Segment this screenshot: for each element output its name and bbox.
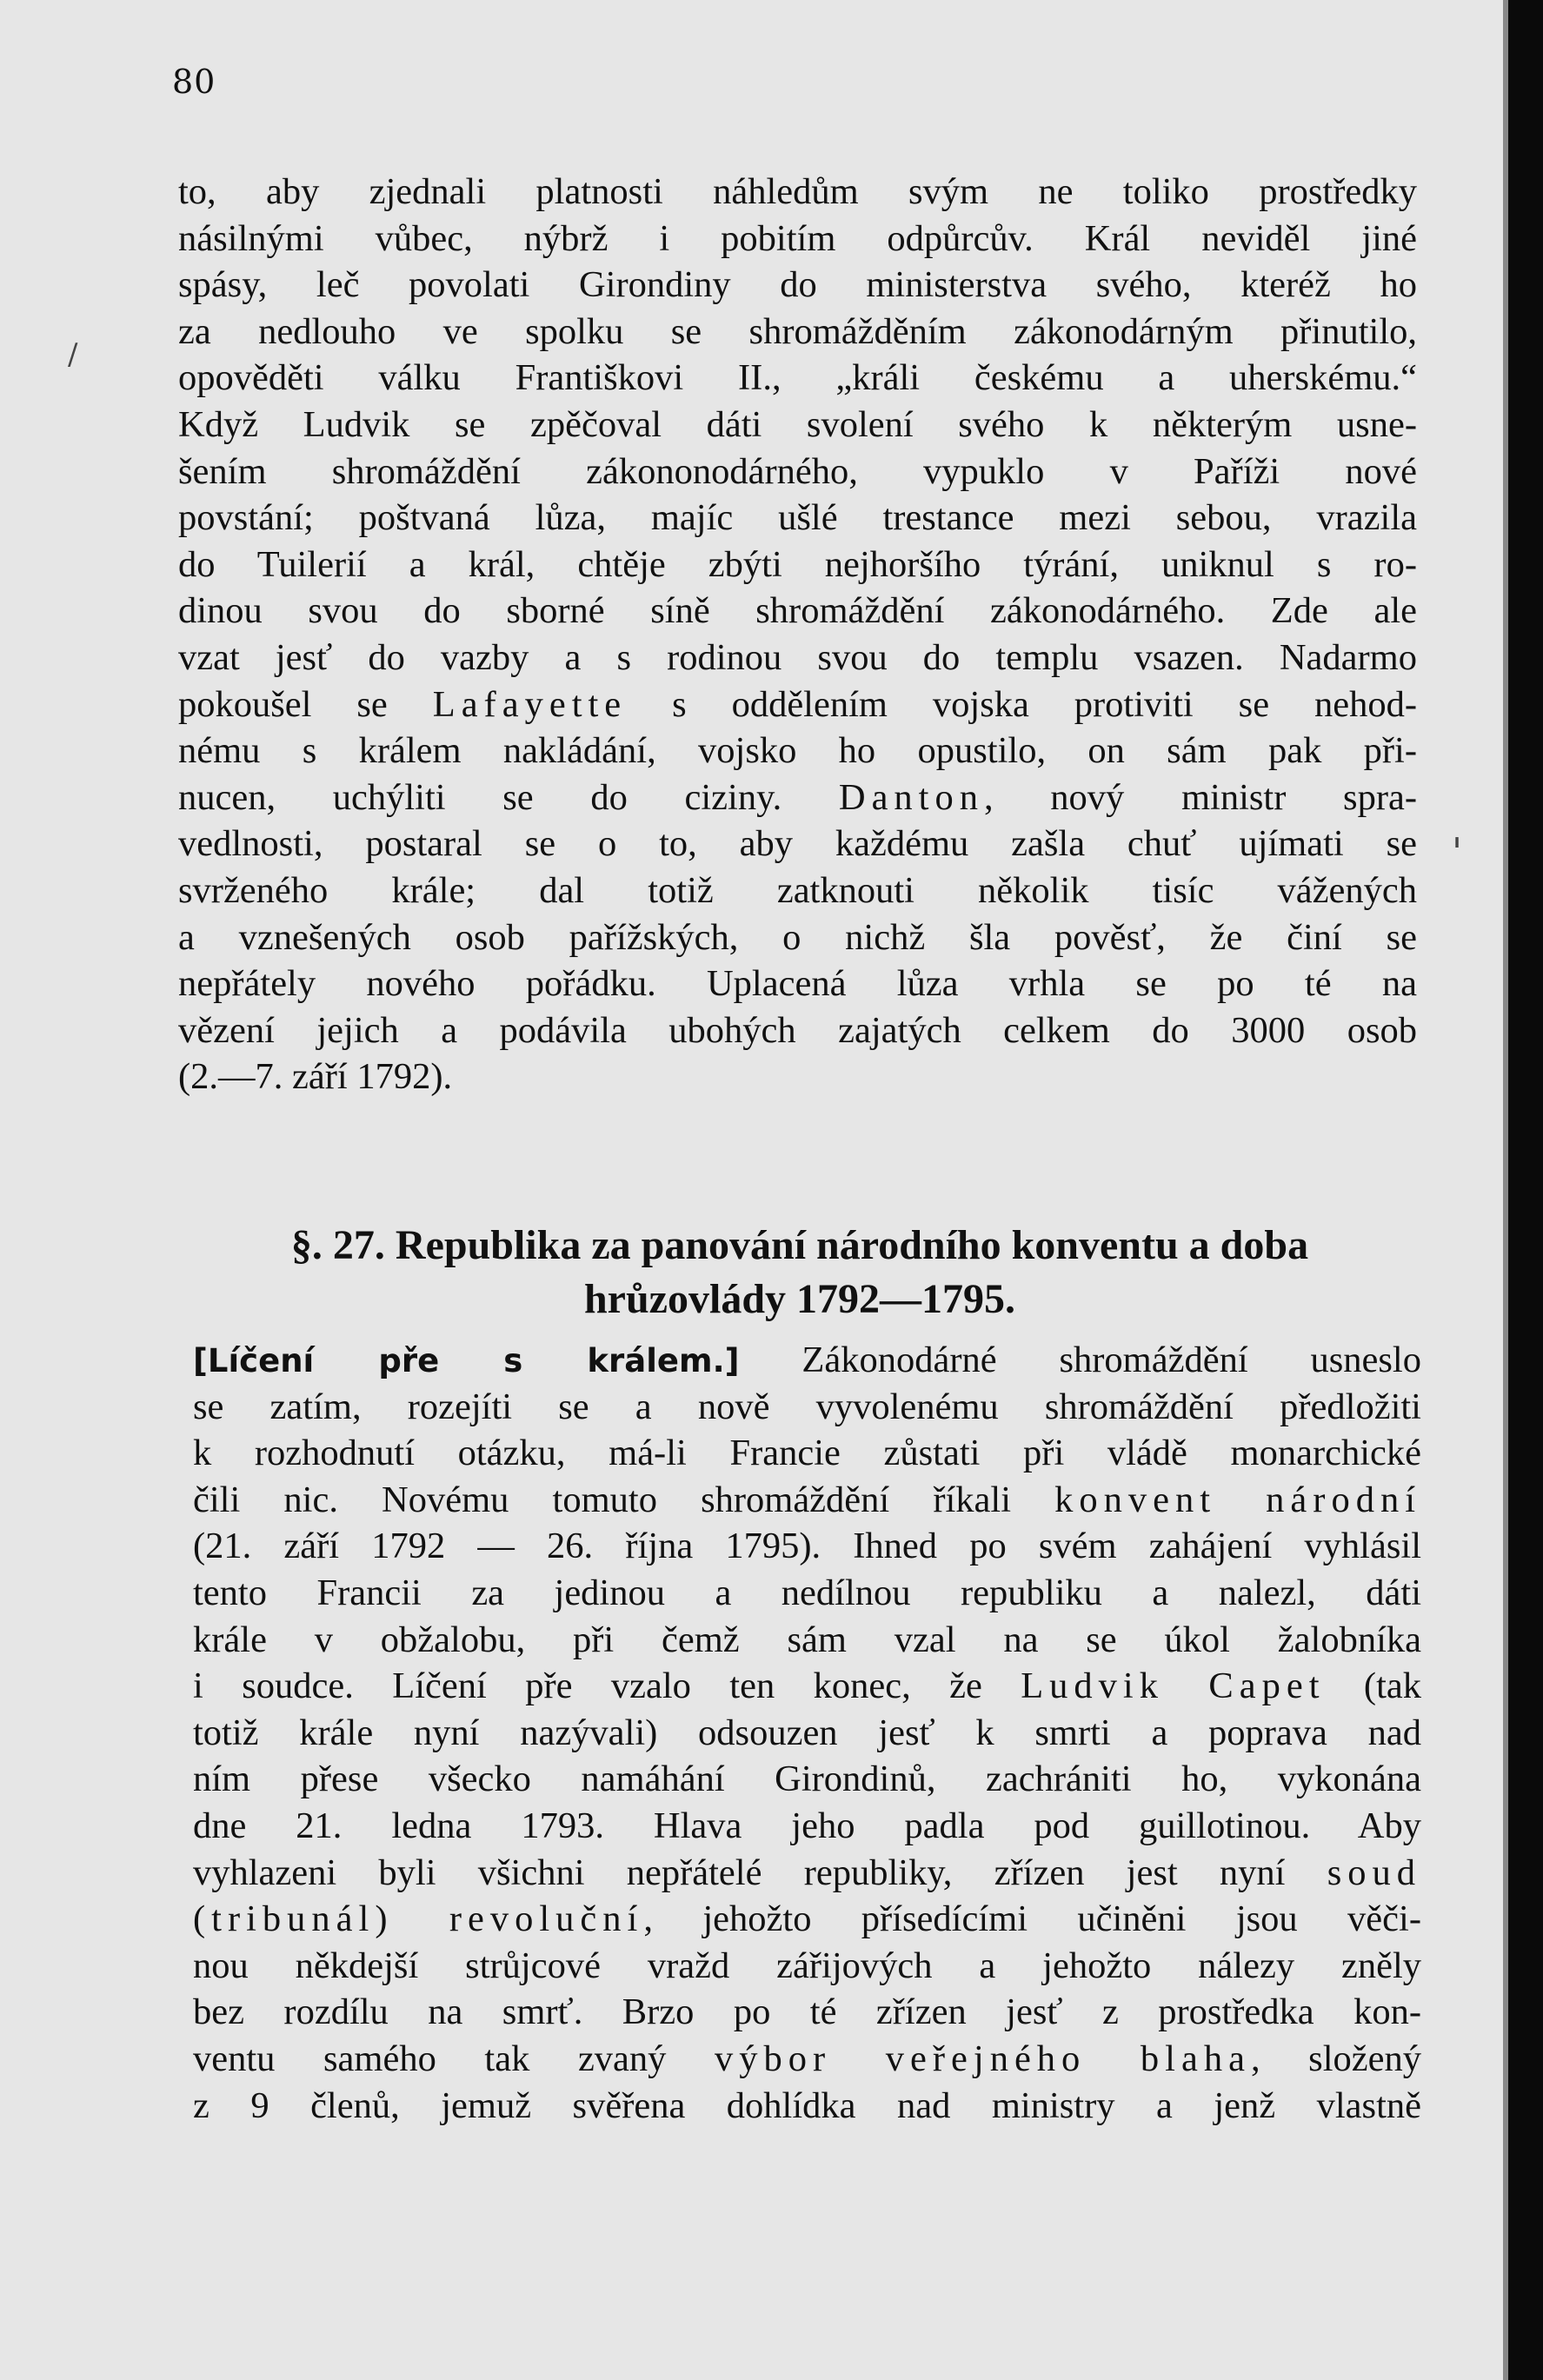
text-line: [Líčení pře s králem.] Zákonodárné shromáždění usneslo (193, 1340, 1421, 1380)
name-danton: Danton (838, 776, 984, 818)
text-line: z 9 členů, jemuž svěřena dohlídka nad ministry a jenž vlastně (193, 2084, 1421, 2126)
text-line: povstání; poštvaná lůza, majíc ušlé trestance mezi sebou, vrazila (178, 497, 1417, 539)
text-line: svrženého krále; dal totiž zatknouti několik tisíc vážených (178, 869, 1417, 911)
text-line: čili nic. Novému tomuto shromáždění říkali konvent národní (193, 1479, 1421, 1520)
text-line: (21. září 1792 — 26. října 1795). Ihned po svém zahájení vyhlásil (193, 1526, 1421, 1567)
text-line: vězení jejich a podávila ubohých zajatých celkem do 3000 osob (178, 1009, 1417, 1051)
text-line: i soudce. Líčení pře vzalo ten konec, že Ludvik Capet (tak (193, 1665, 1421, 1707)
text-line: bez rozdílu na smrť. Brzo po té zřízen jesť z prostředka kon- (193, 1991, 1421, 2033)
text-line: krále v obžalobu, při čemž sám vzal na se úkol žalobníka (193, 1619, 1421, 1660)
paragraph-continued (178, 169, 1417, 1100)
text-line: do Tuilerií a král, chtěje zbýti nejhoršího týrání, uniknul s ro- (178, 543, 1417, 585)
text-line: vzat jesť do vazby a s rodinou svou do templu vsazen. Nadarmo (178, 636, 1417, 678)
margin-mark-left: / (68, 337, 78, 372)
text-line: pokoušel se Lafayette s oddělením vojska protiviti se nehod- (178, 683, 1418, 725)
name-lafayette: Lafayette (432, 683, 628, 725)
section-heading-line: hrůzovlády 1792—1795. (583, 1276, 1016, 1322)
text-line: (tribunál) revoluční, jehožto přísedícími učiněni jsou věči- (193, 1898, 1421, 1940)
section-heading (178, 1219, 1421, 1326)
section-body (193, 1337, 1421, 2129)
text-line: tento Francii za jedinou a nedílnou republiku a nalezl, dáti (193, 1572, 1421, 1613)
text-line: za nedlouho ve spolku se shromážděním zákonodárným přinutilo, (178, 310, 1417, 352)
text-line: nepřátely nového pořádku. Uplacená lůza vrhla se po té na (178, 963, 1417, 1005)
term-soud: soud (1327, 1851, 1421, 1893)
marginal-heading: [Líčení pře s králem.] (193, 1342, 740, 1379)
section-heading-line: §. 27. Republika za panování národního konventu a doba (290, 1222, 1309, 1268)
term-konvent-narodni: konvent národní (1054, 1479, 1421, 1520)
page-number: 80 (172, 63, 216, 101)
term-vybor-verejneho-blaha: výbor veřejného blaha (715, 2038, 1251, 2079)
text-line: násilnými vůbec, nýbrž i pobitím odpůrcův. Král neviděl jiné (178, 217, 1417, 259)
text-line: opověděti válku Františkovi II., „králi českému a uherskému.“ (178, 357, 1417, 399)
text-line: to, aby zjednali platnosti náhledům svým ne toliko prostředky (178, 171, 1417, 212)
text-line: totiž krále nyní nazývali) odsouzen jesť k smrti a poprava nad (193, 1712, 1421, 1753)
text-line: (2.—7. září 1792). (178, 1056, 453, 1098)
text-line: ním přese všecko namáhání Girondinů, zachrániti ho, vykonána (193, 1758, 1421, 1800)
text-line: vedlnosti, postaral se o to, aby každému zašla chuť ujímati se (178, 823, 1417, 865)
name-ludvik-capet: Ludvik Capet (1021, 1665, 1326, 1707)
text-line: spásy, leč povolati Girondiny do ministerstva svého, kteréž ho (178, 264, 1417, 306)
text-line: dne 21. ledna 1793. Hlava jeho padla pod guillotinou. Aby (193, 1805, 1421, 1846)
text-line: nému s králem nakládání, vojsko ho opustilo, on sám pak při- (178, 730, 1417, 772)
text-line: Když Ludvik se zpěčoval dáti svolení svého k některým usne- (178, 403, 1417, 445)
text-line: nou někdejší strůjcové vražd zářijových a jehožto nálezy zněly (193, 1945, 1421, 1986)
text-line: k rozhodnutí otázku, má-li Francie zůstati při vládě monarchické (193, 1433, 1421, 1474)
text-line: ventu samého tak zvaný výbor veřejného blaha, složený (193, 2038, 1421, 2079)
scan-edge (1508, 0, 1543, 2380)
text-line: dinou svou do sborné síně shromáždění zákonodárného. Zde ale (178, 590, 1417, 632)
text-line: šením shromáždění zákononodárného, vypuklo v Paříži nové (178, 450, 1417, 492)
text-line: se zatím, rozejíti se a nově vyvolenému shromáždění předložiti (193, 1386, 1421, 1427)
term-tribunal-revolucni: (tribunál) revoluční (193, 1898, 644, 1940)
text-line: a vznešených osob pařížských, o nichž šla pověsť, že činí se (178, 916, 1417, 958)
text-line: vyhlazeni byli všichni nepřátelé republiky, zřízen jest nyní soud (193, 1851, 1421, 1893)
margin-mark-right: ' (1452, 830, 1463, 874)
text-line: nucen, uchýliti se do ciziny. Danton, nový ministr spra- (178, 776, 1417, 818)
